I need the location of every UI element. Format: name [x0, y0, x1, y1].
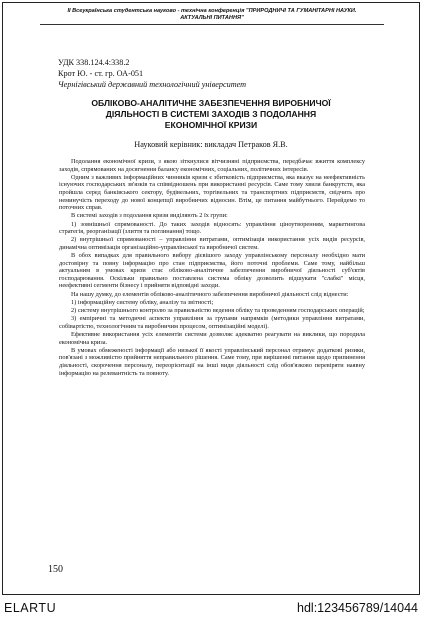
article-meta	[58, 57, 246, 90]
paragraph: В системі заходів з подолання кризи виділяють 2 їх групи:	[71, 212, 228, 220]
udc-code: УДК 338.124.4:338.2	[58, 58, 130, 67]
article-title	[60, 98, 362, 131]
handle-identifier: hdl:123456789/14044	[297, 601, 418, 615]
paragraph: В обох випадках для правильного вибору дієвішого заходу управлінському персоналу необхідно мати достовірну та повну інформацію про стан підприємства, його поточні проблеми. Саме тому, найбільш актуальним в умовах кризи стає обліково-аналітичне забезпечення виробничої діяльності суб'єктів господарювання. Оскільки правильно поставлена система обліку дозволить відшукати "слабкі" місця, неефективні сегменти бізнесу і прийняти відповідні заходи.	[59, 252, 365, 290]
page-number: 150	[48, 564, 63, 575]
list-item: 1) інформаційну систему обліку, аналізу та звітності;	[71, 298, 214, 306]
scientific-advisor: Науковий керівник: викладач Петраков Я.В.	[134, 140, 288, 149]
conference-header-line-1: ІІ Всеукраїнська студентська науково - технічна конференція "ПРИРОДНИЧІ ТА ГУМАНІТАРНІ НАУКИ.	[67, 8, 357, 14]
repository-footer	[0, 597, 424, 620]
article-body	[59, 158, 365, 378]
paragraph: Подолання економічної кризи, з якою зіткнулися вітчизняні підприємства, передбачає вжиття комплексу заходів, спрямованих на досягнення балансу економічних, соціальних, політичних інтересів.	[59, 158, 365, 173]
university-name: Чернігівський державний технологічний університет	[58, 80, 247, 89]
list-item: 2) внутрішньої спрямованості – управління витратами, оптимізація використання усіх видів ресурсів, динамічна оптимізація організаційно-управлінської та виробничої систем.	[59, 236, 365, 251]
paragraph: В умовах обмеженості інформації або низької її якості управлінський персонал отримує додаткові ризики, пов'язані з можливістю прийняття неправильного рішення. Саме тому, при вирішенні питання щодо припинення діяльності, скорочення персоналу, переорієнтації на інші види діяльності слід обов'язково перевіряти наявну інформацію на релевантність та повноту.	[59, 346, 365, 377]
conference-header	[40, 8, 384, 25]
paragraph: Одним з важливих інформаційних чинників кризи є збитковість підприємства, яка вказує на неефективність існуючих господарських зв'язків та співвідношень при використанні ресурсів. Саме тому хвиля банкрутств, яка пройшла серед банківського сектору, будівельних, торгівельних та транспортних підприємств, свідчить про неминучість переходу до нової концепції виробничих відносин. Втім, це питання майбутнього. Перейдемо то поточних справ.	[59, 173, 365, 212]
list-item: 2) систему внутрішнього контролю за правильністю ведення обліку та проведенням господарських операцій;	[71, 307, 365, 315]
author-line: Крот Ю. - ст. гр. ОА-051	[58, 69, 144, 78]
list-item: 1) зовнішньої спрямованості. До таких заходів відносять: управління ціноутворенням, маркетингова стратегія, реорганізації (злиття та поглинання) тощо.	[59, 220, 365, 236]
paragraph: Ефективне використання усіх елементів системи дозволяє адекватно реагувати на виклики, що породила економічна криза.	[59, 331, 365, 346]
paragraph: На нашу думку, до елементів обліково-аналітичного забезпечення виробничої діяльності слід віднести:	[71, 290, 349, 298]
title-line-2: ДІЯЛЬНОСТІ В СИСТЕМІ ЗАХОДІВ З ПОДОЛАННЯ	[105, 109, 317, 119]
repository-name: ELARTU	[4, 601, 57, 615]
title-line-1: ОБЛІКОВО-АНАЛІТИЧНЕ ЗАБЕЗПЕЧЕННЯ ВИРОБНИЧОЇ	[91, 98, 331, 108]
conference-header-line-2: АКТУАЛЬНІ ПИТАННЯ"	[180, 15, 244, 21]
title-line-3: ЕКОНОМІЧНОЇ КРИЗИ	[164, 120, 258, 130]
list-item: 3) емпіричні та методичні аспекти управління за групами напрямків (методики управління витратами, собівартістю, технологічним та виробничим процесом, оптимізаційні моделі).	[59, 315, 365, 330]
